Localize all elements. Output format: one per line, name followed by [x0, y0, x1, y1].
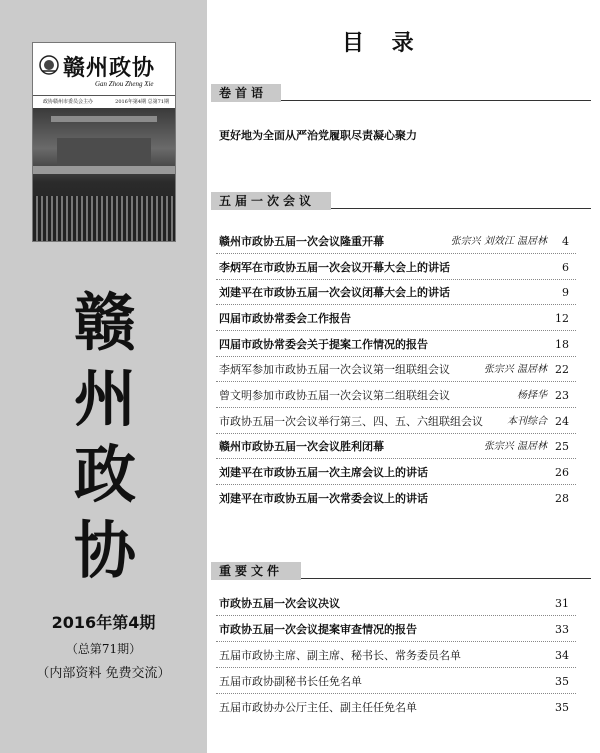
- entry-page: 28: [555, 492, 569, 505]
- dotted-rule: [216, 615, 576, 616]
- entry-author: 张宗兴 温居林: [483, 364, 547, 375]
- entry-title: 曾文明参加市政协五届一次会议第二组联组会议: [219, 389, 450, 402]
- entry-title: 刘建平在市政协五届一次会议闭幕大会上的讲话: [219, 286, 450, 299]
- calligraphy-char: 赣: [73, 286, 136, 359]
- entry-title: 李炳军在市政协五届一次会议开幕大会上的讲话: [219, 261, 450, 274]
- entry-title: 四届市政协常委会工作报告: [219, 312, 351, 325]
- toc-title: 目 录: [342, 30, 424, 56]
- toc-entry[interactable]: [219, 337, 569, 353]
- toc-entry[interactable]: [219, 128, 569, 144]
- photo-banner: [51, 116, 157, 122]
- toc-entry[interactable]: [219, 439, 569, 455]
- entry-author: 张宗兴 刘效江 温居林: [450, 236, 547, 247]
- issue-total: （总第71期）: [65, 642, 142, 656]
- dotted-rule: [216, 433, 576, 434]
- photo-flags: [33, 166, 175, 174]
- toc-entry[interactable]: [219, 414, 569, 430]
- entry-page: 18: [555, 338, 569, 351]
- entry-page: 6: [562, 261, 569, 274]
- cover-photo: [33, 108, 175, 242]
- dotted-rule: [216, 279, 576, 280]
- entry-page: 4: [562, 235, 569, 248]
- toc-entry[interactable]: [219, 388, 569, 404]
- entry-author: 张宗兴 温居林: [483, 441, 547, 452]
- section-divider: [331, 208, 591, 209]
- section-juanshouyu: 卷首语: [211, 84, 281, 102]
- entry-title: 市政协五届一次会议提案审查情况的报告: [219, 623, 417, 636]
- issue-note: （内部资料 免费交流）: [36, 666, 171, 681]
- calligraphy-title: [55, 285, 155, 589]
- section-wujie-yici: 五届一次会议: [211, 192, 331, 210]
- dotted-rule: [216, 641, 576, 642]
- dotted-rule: [216, 381, 576, 382]
- entry-page: 33: [555, 623, 569, 636]
- entry-title: 赣州市政协五届一次会议胜利闭幕: [219, 440, 384, 453]
- cover-title: 赣州政协: [63, 55, 156, 81]
- cover-publisher: 政协赣州市委员会主办: [43, 99, 94, 105]
- dotted-rule: [216, 304, 576, 305]
- toc-entry[interactable]: [219, 285, 569, 301]
- entry-page: 24: [555, 415, 569, 428]
- entry-page: 12: [555, 312, 569, 325]
- toc-entry[interactable]: [219, 465, 569, 481]
- calligraphy-char: 州: [73, 362, 136, 435]
- toc-entry[interactable]: [219, 596, 569, 612]
- dotted-rule: [216, 330, 576, 331]
- photo-stage: [57, 138, 151, 168]
- entry-title: 赣州市政协五届一次会议隆重开幕: [219, 235, 384, 248]
- calligraphy-char: 协: [73, 514, 136, 587]
- entry-page: 25: [555, 440, 569, 453]
- toc-entry[interactable]: [219, 311, 569, 327]
- entry-title: 刘建平在市政协五届一次主席会议上的讲话: [219, 466, 428, 479]
- entry-title: 市政协五届一次会议举行第三、四、五、六组联组会议: [219, 415, 483, 428]
- toc-entry[interactable]: [219, 491, 569, 507]
- dotted-rule: [216, 484, 576, 485]
- cppcc-emblem-icon: [39, 55, 59, 75]
- entry-page: 34: [555, 649, 569, 662]
- cover-pinyin: Gan Zhou Zheng Xie: [95, 80, 154, 88]
- toc-entry[interactable]: [219, 234, 569, 250]
- entry-page: 22: [555, 363, 569, 376]
- entry-title: 五届市政协办公厅主任、副主任任免名单: [219, 701, 417, 714]
- entry-title: 更好地为全面从严治党履职尽责凝心聚力: [219, 129, 417, 142]
- entry-author: 本刊综合: [507, 416, 547, 427]
- cover-thumbnail: [32, 42, 176, 242]
- dotted-rule: [216, 356, 576, 357]
- toc-entry[interactable]: [219, 674, 569, 690]
- entry-page: 35: [555, 675, 569, 688]
- entry-page: 35: [555, 701, 569, 714]
- cover-header: [33, 43, 175, 95]
- section-divider: [301, 578, 591, 579]
- entry-page: 23: [555, 389, 569, 402]
- entry-page: 9: [562, 286, 569, 299]
- cover-info-bar: [33, 95, 175, 109]
- entry-author: 杨择华: [517, 390, 547, 401]
- toc-entry[interactable]: [219, 700, 569, 716]
- section-divider: [281, 100, 591, 101]
- entry-title: 五届市政协主席、副主席、秘书长、常务委员名单: [219, 649, 461, 662]
- toc-entry[interactable]: [219, 622, 569, 638]
- entry-page: 31: [555, 597, 569, 610]
- issue-number: 2016年第4期: [51, 613, 156, 632]
- entry-title: 四届市政协常委会关于提案工作情况的报告: [219, 338, 428, 351]
- section-zhongyao-wenjian: 重要文件: [211, 562, 301, 580]
- toc-entry[interactable]: [219, 648, 569, 664]
- entry-title: 五届市政协副秘书长任免名单: [219, 675, 362, 688]
- toc-entry[interactable]: [219, 260, 569, 276]
- entry-title: 李炳军参加市政协五届一次会议第一组联组会议: [219, 363, 450, 376]
- dotted-rule: [216, 458, 576, 459]
- photo-seats: [33, 196, 175, 242]
- cover-issue: 2016年第4期 总第71期: [115, 99, 169, 105]
- calligraphy-char: 政: [73, 438, 136, 511]
- dotted-rule: [216, 667, 576, 668]
- toc-entry[interactable]: [219, 362, 569, 378]
- entry-page: 26: [555, 466, 569, 479]
- entry-title: 刘建平在市政协五届一次常委会议上的讲话: [219, 492, 428, 505]
- entry-title: 市政协五届一次会议决议: [219, 597, 340, 610]
- dotted-rule: [216, 407, 576, 408]
- left-panel: [0, 0, 207, 753]
- dotted-rule: [216, 253, 576, 254]
- dotted-rule: [216, 693, 576, 694]
